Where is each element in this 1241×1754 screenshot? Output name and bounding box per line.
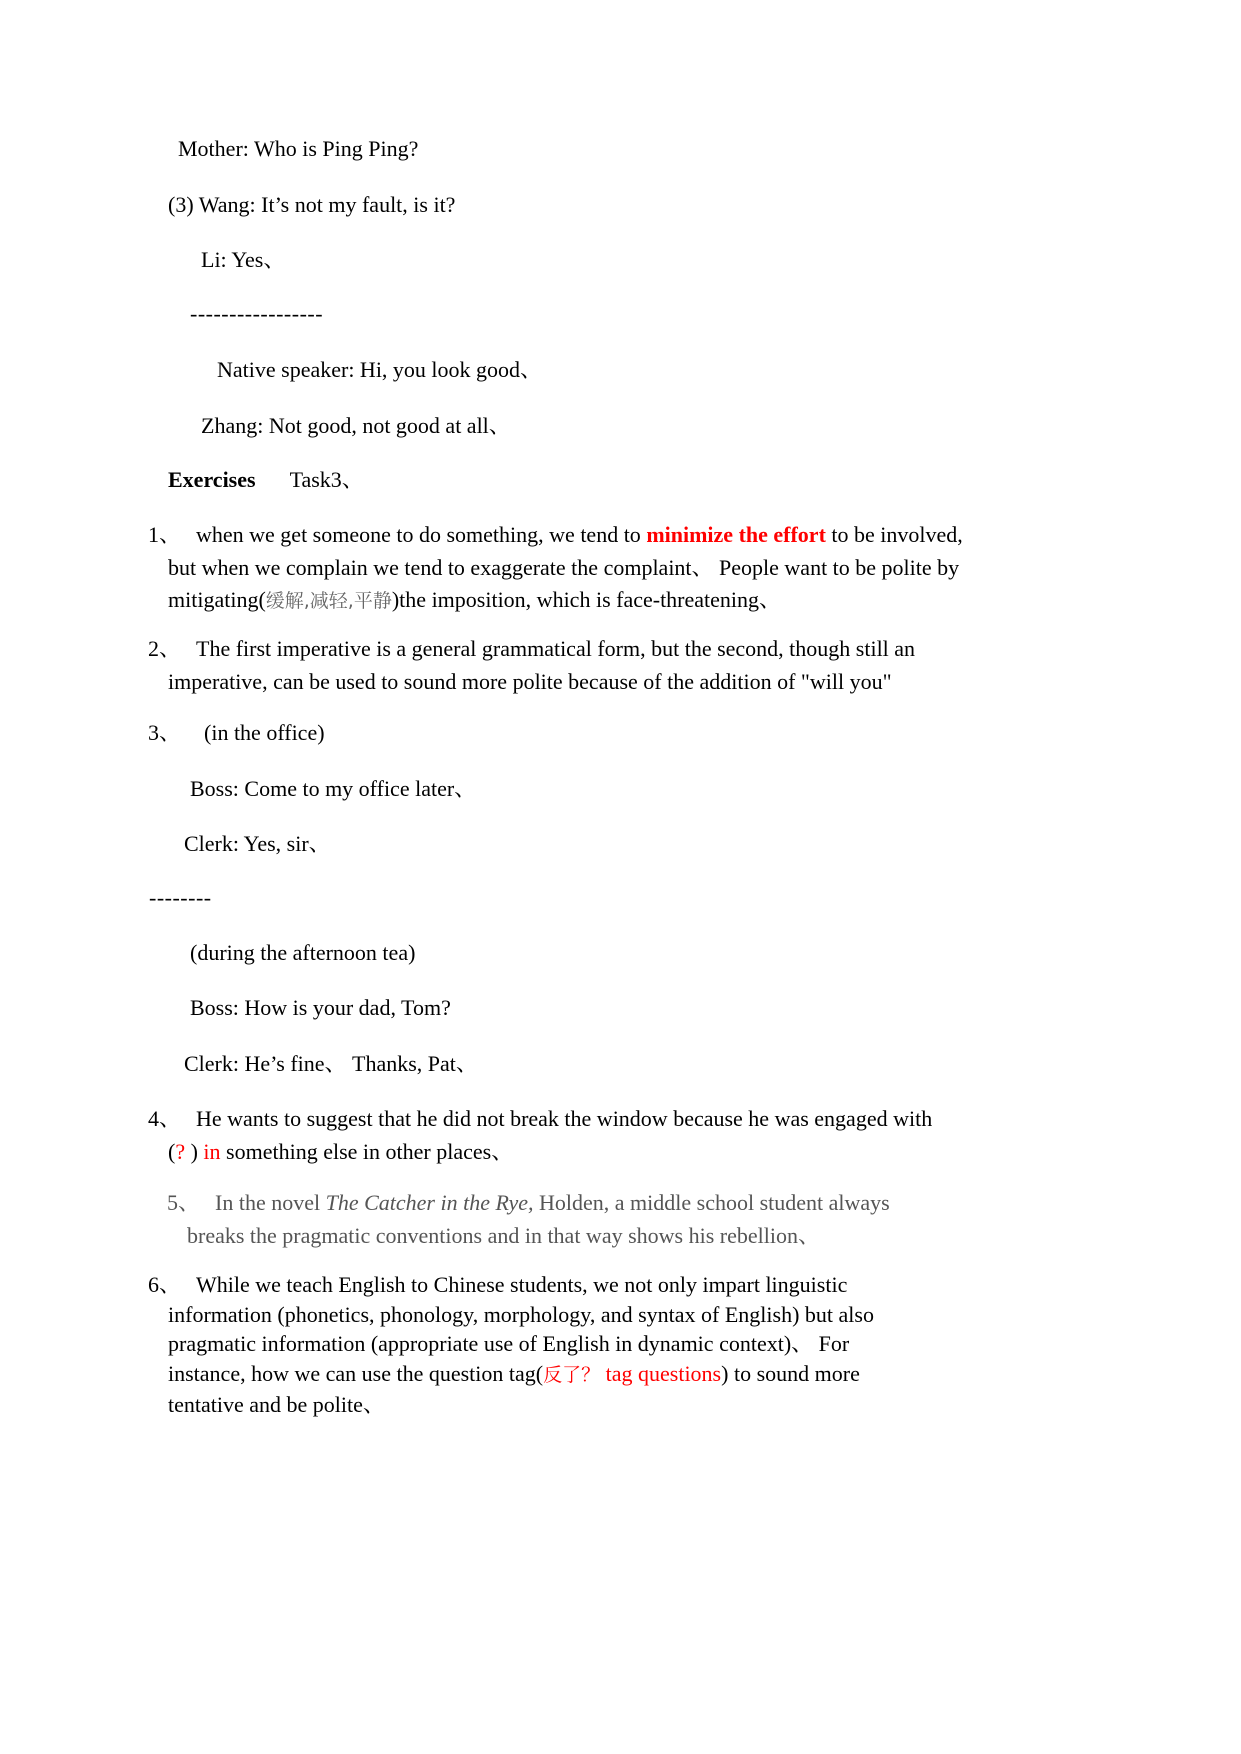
chinese-gloss-red: 反了？ (543, 1363, 601, 1386)
dialogue-wang: (3) Wang: It’s not my fault, is it? (168, 192, 456, 217)
highlight-text: minimize the effort (646, 522, 826, 547)
exercise-item-4 (148, 1103, 938, 1168)
chinese-gloss: 缓解,减轻,平静 (265, 590, 392, 612)
exercise-item-2 (148, 633, 958, 698)
dialogue-li: Li: Yes、 (201, 247, 286, 272)
dialogue-clerk-1: Clerk: Yes, sir、 (184, 831, 331, 856)
dialogue-native-speaker: Native speaker: Hi, you look good、 (217, 357, 543, 382)
item-text: ) to sound more tentative and be polite、 (168, 1360, 860, 1417)
question-mark: ? (175, 1138, 186, 1164)
item-text: )the imposition, which is face-threatening、 (391, 587, 782, 612)
item-number: 1、 (148, 522, 182, 547)
dialogue-boss-2: Boss: How is your dad, Tom? (190, 995, 451, 1020)
item-text: In the novel (215, 1190, 326, 1215)
item-number: 4、 (148, 1106, 182, 1131)
dialogue-clerk-2: Clerk: He’s fine、 Thanks, Pat、 (184, 1051, 478, 1076)
exercise-item-6 (148, 1270, 928, 1420)
tag-questions-text: tag questions (600, 1360, 722, 1386)
item-text: The first imperative is a general grammatical form, but the second, though still an imperative, can be used to sound more polite because of the addition of "will you" (168, 636, 916, 694)
context-label-2: (during the afternoon tea) (190, 940, 416, 965)
item-number: 5、 (167, 1190, 201, 1215)
item-number: 3、 (148, 720, 182, 745)
inserted-word: in (203, 1138, 221, 1164)
dialogue-zhang: Zhang: Not good, not good at all、 (201, 413, 511, 438)
task-label: Task3、 (289, 467, 364, 492)
context-label: (in the office) (204, 720, 325, 745)
exercise-item-3 (148, 717, 325, 749)
item-text: ) (185, 1138, 204, 1164)
dialogue-boss-1: Boss: Come to my office later、 (190, 776, 477, 801)
item-number: 6、 (148, 1272, 182, 1297)
item-text: when we get someone to do something, we tend to (196, 522, 647, 547)
item-text: He wants to suggest that he did not break the window because he was engaged with ( (168, 1106, 933, 1164)
exercises-heading-row (168, 464, 364, 496)
item-text: something else in other places、 (220, 1138, 514, 1164)
separator-line-2: -------- (149, 885, 212, 910)
item-text: Holden, a middle school student always breaks the pragmatic conventions and in that way shows his rebellion、 (187, 1190, 890, 1248)
dialogue-mother: Mother: Who is Ping Ping? (178, 136, 419, 161)
item-number: 2、 (148, 636, 182, 661)
separator-line: ----------------- (190, 301, 324, 326)
exercise-item-5 (167, 1187, 937, 1252)
item-text: to be involved, but when we complain we tend to exaggerate the complaint、 People want to be polite by mitigating( (168, 522, 963, 612)
item-text: While we teach English to Chinese students, we not only impart linguistic information (phonetics, phonology, morphology, and syntax of English) but also pragmatic information (appropriate use of English in dynamic context)、 For instance, how we can use the question tag( (168, 1272, 874, 1386)
novel-title: The Catcher in the Rye, (325, 1190, 534, 1215)
exercises-heading: Exercises (168, 467, 256, 492)
exercise-item-1 (148, 519, 968, 618)
